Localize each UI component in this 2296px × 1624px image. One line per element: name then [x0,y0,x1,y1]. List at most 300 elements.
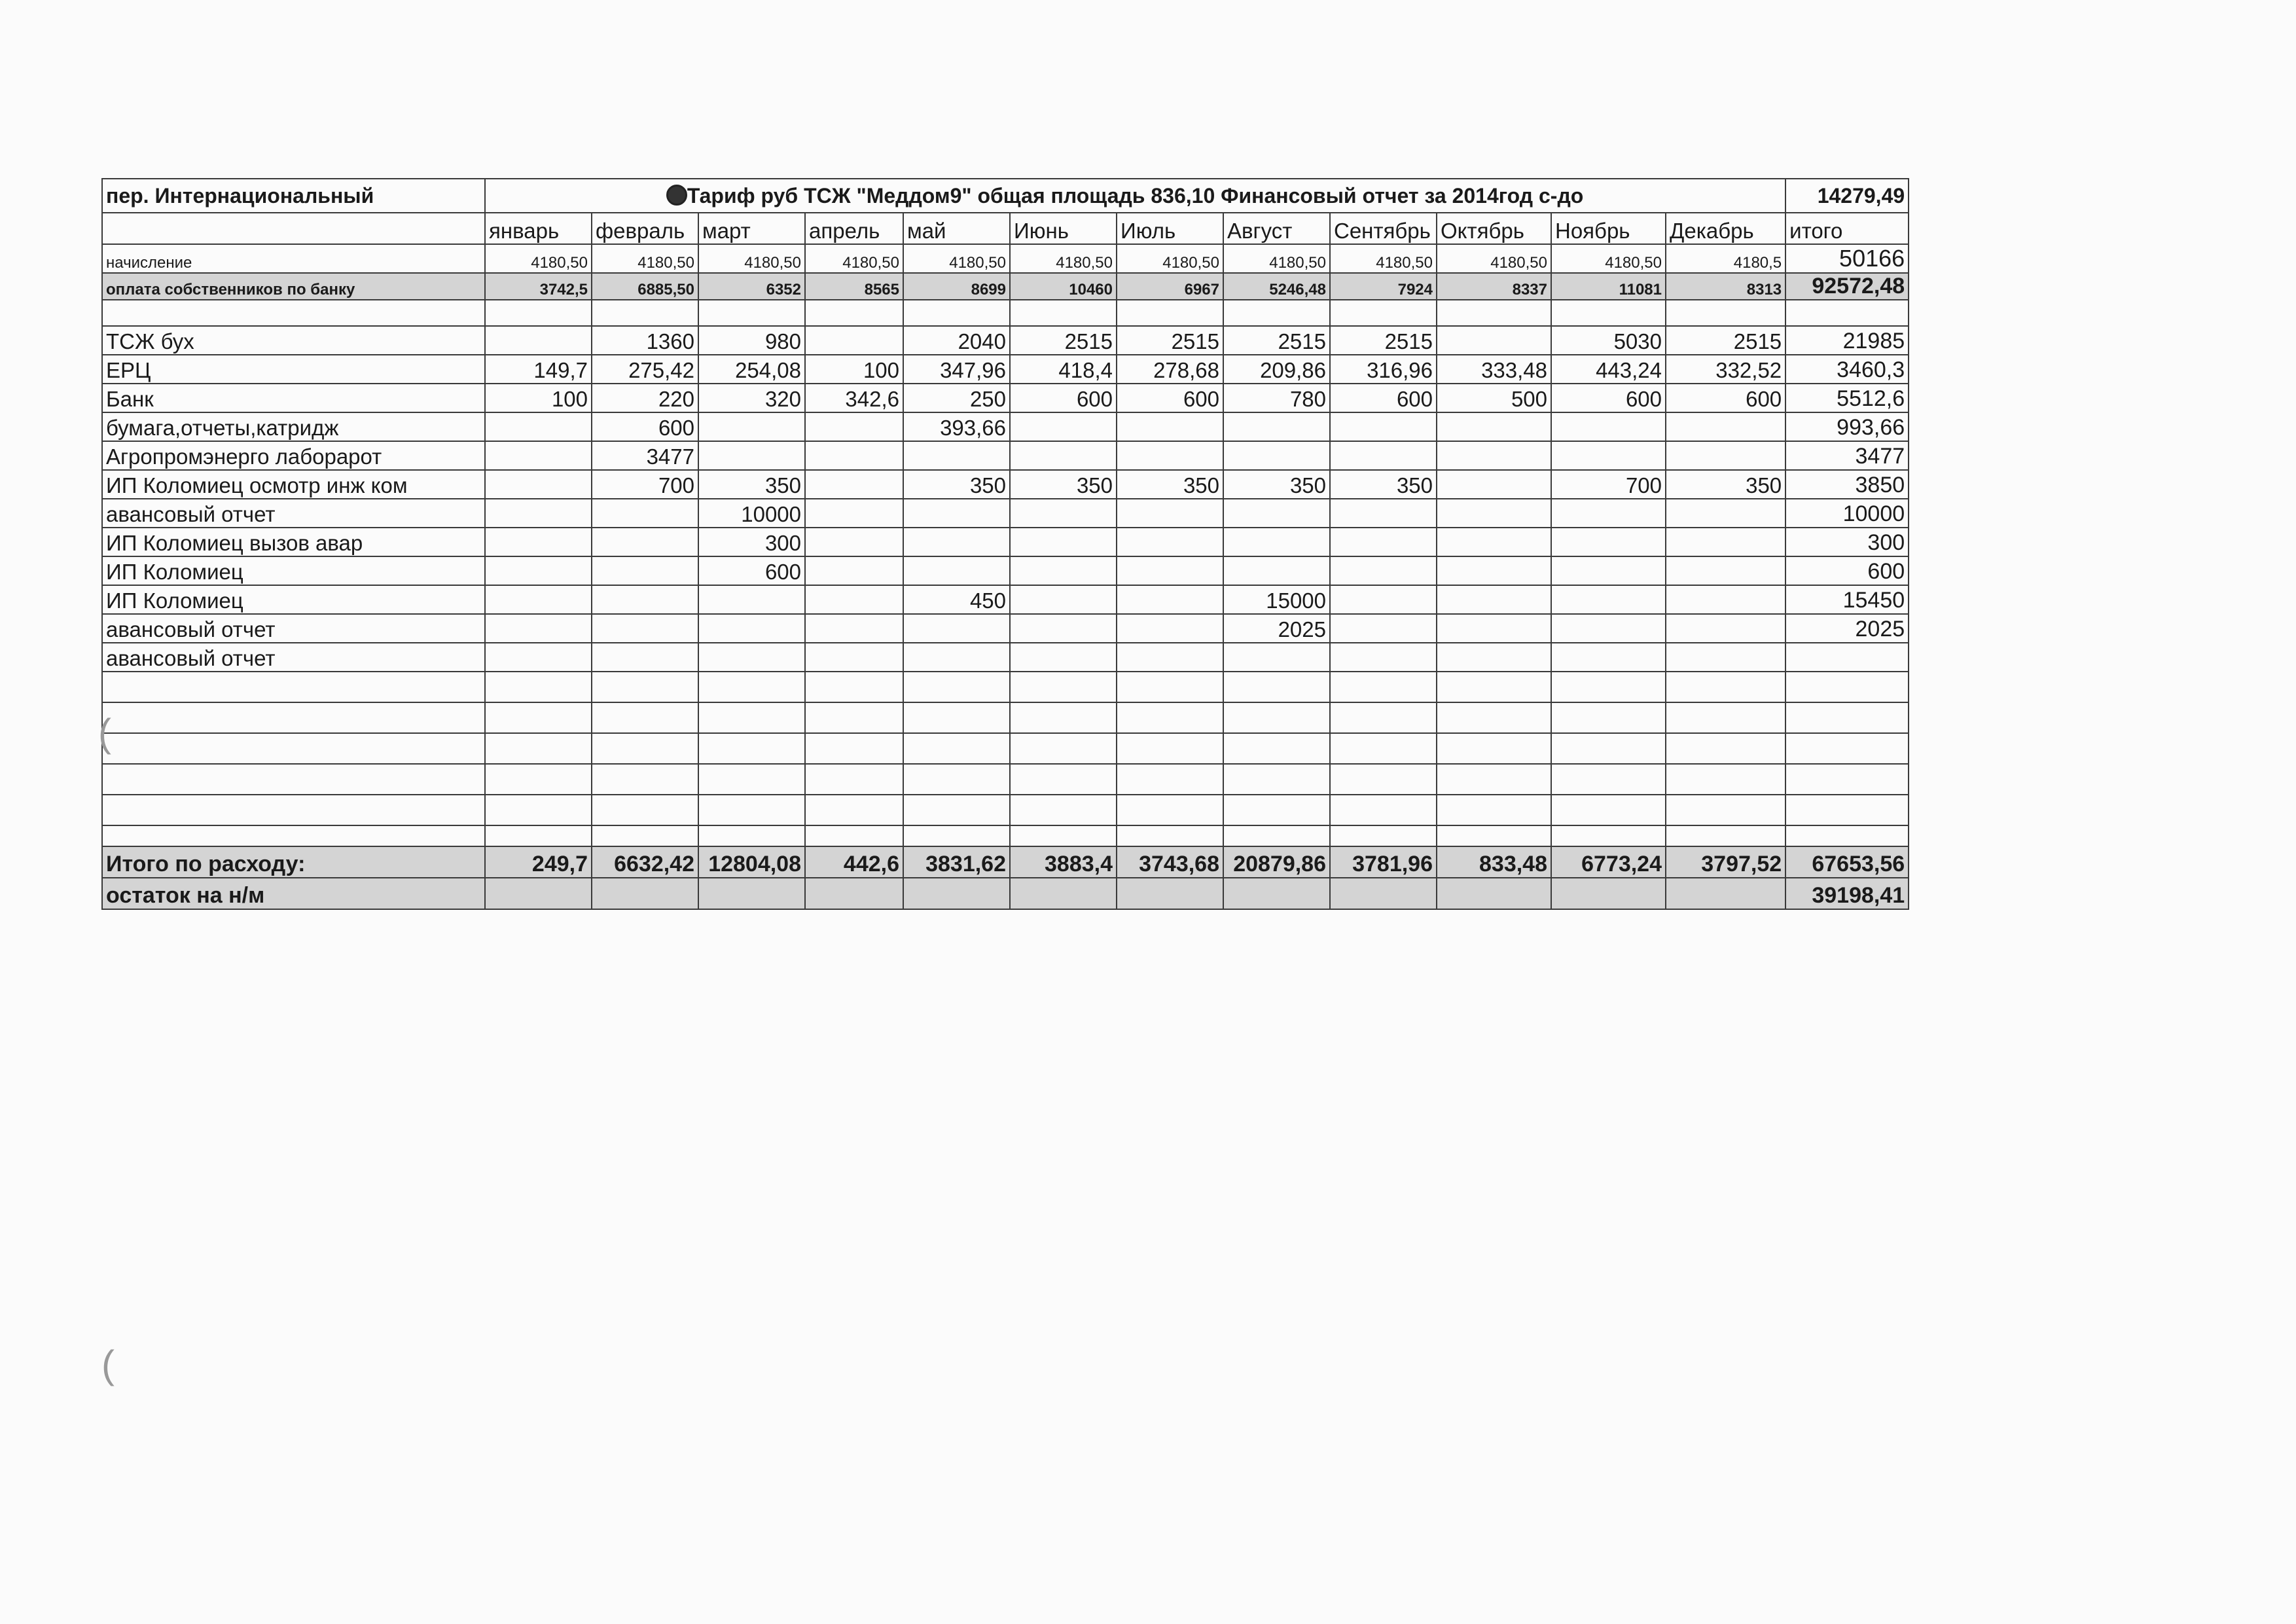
empty-cell [485,300,592,326]
month-header: январь [485,213,592,244]
value-cell [1223,499,1330,528]
expense-row [102,470,1909,499]
expense-row [102,412,1909,441]
value-cell: 4180,50 [1330,244,1437,273]
report-body [102,179,1909,909]
empty-cell [1010,702,1117,733]
empty-cell [1330,702,1437,733]
empty-cell [1437,795,1551,825]
value-cell [592,556,698,585]
row-label: бумага,отчеты,катридж [102,412,485,441]
empty-cell [698,702,805,733]
value-cell: 980 [698,326,805,355]
row-label: Агропромэнерго лаборарот [102,441,485,470]
value-cell [1330,643,1437,672]
value-cell: 5030 [1551,326,1666,355]
value-cell [698,643,805,672]
row-total: 21985 [1785,326,1909,355]
empty-cell [1223,825,1330,846]
empty-cell [1551,733,1666,764]
value-cell [698,441,805,470]
month-header: Август [1223,213,1330,244]
month-header: Сентябрь [1330,213,1437,244]
empty-cell [1785,733,1909,764]
value-cell [1330,441,1437,470]
value-cell [1010,441,1117,470]
expense-row [102,585,1909,614]
value-cell [592,614,698,643]
value-cell [1437,528,1551,556]
value-cell: 833,48 [1437,846,1551,878]
value-cell: 278,68 [1117,355,1223,384]
value-cell [1437,326,1551,355]
row-total: 993,66 [1785,412,1909,441]
empty-cell [1223,733,1330,764]
value-cell: 209,86 [1223,355,1330,384]
value-cell: 700 [592,470,698,499]
month-header: Июль [1117,213,1223,244]
value-cell [1223,878,1330,909]
row-total: 3460,3 [1785,355,1909,384]
value-cell: 220 [592,384,698,412]
value-cell: 418,4 [1010,355,1117,384]
empty-cell [1437,825,1551,846]
value-cell: 500 [1437,384,1551,412]
row-label: Банк [102,384,485,412]
row-label: начисление [102,244,485,273]
value-cell [1223,412,1330,441]
empty-cell [805,702,903,733]
empty-cell [485,764,592,795]
empty-cell [1785,825,1909,846]
value-cell [1330,585,1437,614]
row-total: 50166 [1785,244,1909,273]
value-cell: 443,24 [1551,355,1666,384]
value-cell: 6773,24 [1551,846,1666,878]
value-cell [698,878,805,909]
empty-cell [1223,672,1330,702]
empty-cell [1785,300,1909,326]
value-cell: 350 [1666,470,1785,499]
value-cell [805,499,903,528]
value-cell [1117,499,1223,528]
empty-cell [1117,702,1223,733]
empty-cell [1551,795,1666,825]
value-cell: 254,08 [698,355,805,384]
value-cell [1010,878,1117,909]
empty-cell [1666,825,1785,846]
empty-cell [1330,300,1437,326]
value-cell: 2040 [903,326,1010,355]
empty-cell [903,825,1010,846]
value-cell [805,326,903,355]
empty-cell [1551,300,1666,326]
value-cell: 8337 [1437,273,1551,300]
value-cell: 2025 [1223,614,1330,643]
value-cell [1010,528,1117,556]
value-cell [698,614,805,643]
value-cell [805,528,903,556]
empty-cell [1117,300,1223,326]
value-cell: 3781,96 [1330,846,1437,878]
empty-cell [805,300,903,326]
value-cell [805,412,903,441]
value-cell: 600 [1010,384,1117,412]
value-cell: 300 [698,528,805,556]
value-cell: 2515 [1223,326,1330,355]
value-cell: 4180,50 [1117,244,1223,273]
value-cell: 316,96 [1330,355,1437,384]
value-cell: 2515 [1010,326,1117,355]
value-cell: 4180,50 [903,244,1010,273]
value-cell [805,556,903,585]
row-total: 5512,6 [1785,384,1909,412]
row-label: ИП Коломиец [102,585,485,614]
value-cell: 10460 [1010,273,1117,300]
value-cell [903,528,1010,556]
month-header: Октябрь [1437,213,1551,244]
empty-cell [102,702,485,733]
empty-cell [1330,764,1437,795]
value-cell: 342,6 [805,384,903,412]
value-cell [1551,528,1666,556]
value-cell [1666,614,1785,643]
empty-row [102,733,1909,764]
empty-row [102,795,1909,825]
value-cell: 600 [1117,384,1223,412]
value-cell [1437,556,1551,585]
financial-report-sheet [101,178,1908,910]
empty-cell [1666,795,1785,825]
report-table [101,178,1909,910]
payments-row [102,273,1909,300]
value-cell [1666,556,1785,585]
value-cell: 12804,08 [698,846,805,878]
empty-cell [903,702,1010,733]
expense-row [102,355,1909,384]
value-cell [592,585,698,614]
value-cell [1437,499,1551,528]
value-cell: 3742,5 [485,273,592,300]
month-header: февраль [592,213,698,244]
value-cell [903,556,1010,585]
empty-cell [903,795,1010,825]
value-cell [1666,499,1785,528]
value-cell [1010,614,1117,643]
value-cell [805,614,903,643]
value-cell [1666,528,1785,556]
value-cell [1223,556,1330,585]
value-cell [485,528,592,556]
expense-row [102,441,1909,470]
empty-cell [1117,764,1223,795]
empty-cell [485,702,592,733]
value-cell [1437,643,1551,672]
value-cell [1437,470,1551,499]
row-total: 15450 [1785,585,1909,614]
empty-cell [592,764,698,795]
value-cell: 3883,4 [1010,846,1117,878]
value-cell [805,470,903,499]
value-cell [1117,585,1223,614]
empty-cell [1223,764,1330,795]
value-cell: 11081 [1551,273,1666,300]
value-cell: 350 [903,470,1010,499]
empty-cell [1551,672,1666,702]
value-cell [1666,412,1785,441]
expense-row [102,556,1909,585]
empty-cell [805,733,903,764]
month-header: апрель [805,213,903,244]
value-cell [698,585,805,614]
months-corner-cell [102,213,485,244]
value-cell: 4180,50 [1010,244,1117,273]
empty-cell [805,672,903,702]
value-cell [1437,585,1551,614]
empty-cell [1666,702,1785,733]
value-cell: 600 [1666,384,1785,412]
value-cell [485,643,592,672]
empty-cell [903,672,1010,702]
empty-cell [485,672,592,702]
value-cell: 7924 [1330,273,1437,300]
empty-cell [805,764,903,795]
value-cell [1223,643,1330,672]
value-cell: 15000 [1223,585,1330,614]
value-cell [1330,412,1437,441]
value-cell: 5246,48 [1223,273,1330,300]
value-cell: 100 [805,355,903,384]
value-cell [1117,556,1223,585]
value-cell: 8565 [805,273,903,300]
value-cell: 4180,50 [698,244,805,273]
value-cell [1330,528,1437,556]
value-cell [1437,614,1551,643]
value-cell [1437,441,1551,470]
value-cell [485,556,592,585]
value-cell: 600 [1330,384,1437,412]
value-cell [1666,643,1785,672]
row-label: ИП Коломиец осмотр инж ком [102,470,485,499]
value-cell [805,441,903,470]
value-cell [1551,878,1666,909]
empty-cell [1551,825,1666,846]
value-cell: 347,96 [903,355,1010,384]
empty-cell [1785,672,1909,702]
value-cell: 350 [698,470,805,499]
row-total: 92572,48 [1785,273,1909,300]
empty-cell [698,300,805,326]
value-cell: 4180,5 [1666,244,1785,273]
empty-cell [1437,672,1551,702]
row-total: 10000 [1785,499,1909,528]
spacer-row [102,825,1909,846]
row-label: ИП Коломиец вызов авар [102,528,485,556]
empty-cell [1437,702,1551,733]
value-cell: 450 [903,585,1010,614]
value-cell: 149,7 [485,355,592,384]
empty-cell [102,825,485,846]
value-cell: 350 [1010,470,1117,499]
empty-cell [1666,733,1785,764]
value-cell: 600 [698,556,805,585]
value-cell [1437,412,1551,441]
value-cell [1551,499,1666,528]
expense-row [102,528,1909,556]
empty-cell [102,672,485,702]
scan-smudge: ( [101,1343,115,1386]
value-cell [1117,878,1223,909]
value-cell: 6885,50 [592,273,698,300]
empty-cell [1437,764,1551,795]
value-cell: 2515 [1117,326,1223,355]
value-cell: 393,66 [903,412,1010,441]
expense-row [102,384,1909,412]
empty-cell [1666,672,1785,702]
value-cell [805,585,903,614]
title-row [102,179,1909,213]
value-cell [1666,441,1785,470]
empty-cell [592,672,698,702]
empty-cell [1010,825,1117,846]
value-cell: 1360 [592,326,698,355]
empty-cell [1666,764,1785,795]
row-total: 67653,56 [1785,846,1909,878]
empty-cell [1223,795,1330,825]
value-cell [485,412,592,441]
value-cell: 350 [1117,470,1223,499]
value-cell [1551,614,1666,643]
row-label: ИП Коломиец [102,556,485,585]
value-cell [1551,412,1666,441]
value-cell: 3831,62 [903,846,1010,878]
value-cell [592,499,698,528]
value-cell: 600 [592,412,698,441]
row-label: авансовый отчет [102,614,485,643]
empty-row [102,672,1909,702]
row-total: 2025 [1785,614,1909,643]
value-cell [1010,499,1117,528]
empty-cell [903,764,1010,795]
empty-cell [592,733,698,764]
empty-cell [1010,764,1117,795]
value-cell [1117,643,1223,672]
value-cell: 4180,50 [1437,244,1551,273]
row-label: Итого по расходу: [102,846,485,878]
value-cell: 4180,50 [805,244,903,273]
value-cell [1666,585,1785,614]
empty-cell [1010,795,1117,825]
value-cell: 100 [485,384,592,412]
value-cell: 442,6 [805,846,903,878]
empty-cell [102,795,485,825]
address-cell: пер. Интернациональный [102,179,485,213]
value-cell: 8699 [903,273,1010,300]
empty-cell [698,825,805,846]
empty-cell [1117,733,1223,764]
row-total: 300 [1785,528,1909,556]
row-label: авансовый отчет [102,499,485,528]
value-cell: 3477 [592,441,698,470]
value-cell [1010,643,1117,672]
empty-cell [1010,672,1117,702]
value-cell: 350 [1330,470,1437,499]
total-header: итого [1785,213,1909,244]
row-total: 600 [1785,556,1909,585]
value-cell: 4180,50 [1223,244,1330,273]
empty-cell [1330,672,1437,702]
value-cell [805,643,903,672]
value-cell: 3797,52 [1666,846,1785,878]
value-cell [1117,412,1223,441]
empty-cell [485,825,592,846]
value-cell: 275,42 [592,355,698,384]
value-cell [1330,499,1437,528]
month-header: май [903,213,1010,244]
value-cell: 6632,42 [592,846,698,878]
empty-row [102,764,1909,795]
value-cell [1223,441,1330,470]
months-header-row [102,213,1909,244]
value-cell: 600 [1551,384,1666,412]
value-cell [485,614,592,643]
value-cell: 250 [903,384,1010,412]
value-cell: 4180,50 [592,244,698,273]
value-cell: 320 [698,384,805,412]
closing-balance-row [102,878,1909,909]
value-cell [1551,556,1666,585]
value-cell [903,499,1010,528]
value-cell [1551,643,1666,672]
empty-cell [592,300,698,326]
empty-cell [592,825,698,846]
empty-cell [1551,702,1666,733]
expense-row [102,499,1909,528]
empty-cell [1330,825,1437,846]
empty-cell [102,764,485,795]
value-cell [485,441,592,470]
row-total: 3850 [1785,470,1909,499]
empty-cell [1117,672,1223,702]
row-label: ЕРЦ [102,355,485,384]
empty-cell [1666,300,1785,326]
value-cell [485,326,592,355]
value-cell [1010,556,1117,585]
month-header: март [698,213,805,244]
total-expenses-row [102,846,1909,878]
value-cell: 780 [1223,384,1330,412]
empty-cell [102,300,485,326]
value-cell [903,441,1010,470]
empty-cell [592,702,698,733]
month-header: Июнь [1010,213,1117,244]
expense-row [102,614,1909,643]
empty-cell [698,672,805,702]
value-cell: 3743,68 [1117,846,1223,878]
value-cell [485,878,592,909]
empty-cell [698,764,805,795]
value-cell [1117,528,1223,556]
empty-cell [1117,825,1223,846]
empty-cell [592,795,698,825]
value-cell: 700 [1551,470,1666,499]
value-cell [903,878,1010,909]
empty-cell [1010,300,1117,326]
expense-row [102,643,1909,672]
empty-cell [903,300,1010,326]
value-cell [485,585,592,614]
value-cell: 332,52 [1666,355,1785,384]
